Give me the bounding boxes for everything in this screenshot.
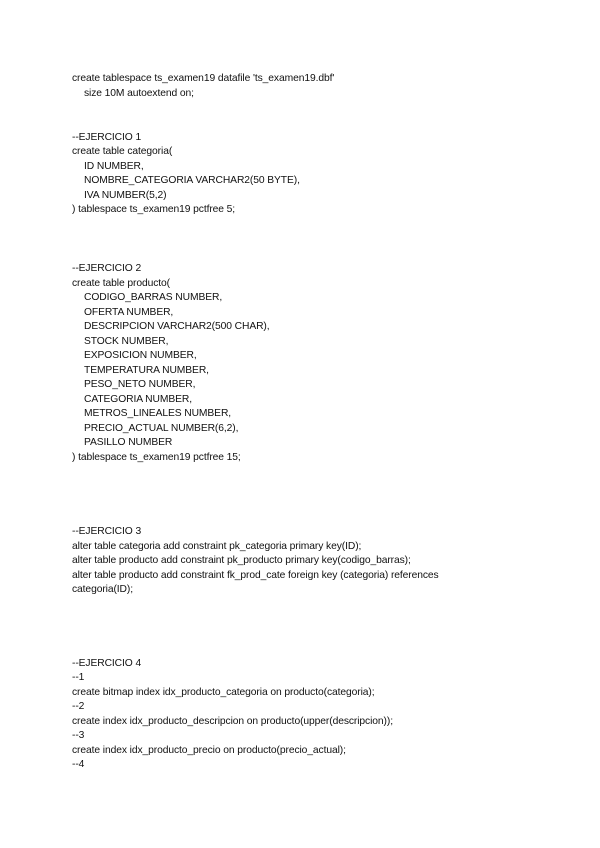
code-line: METROS_LINEALES NUMBER, <box>84 408 232 419</box>
code-comment: --EJERCICIO 2 <box>72 263 142 274</box>
code-line: create index idx_producto_descripcion on producto(upper(descripcion)); <box>72 716 393 727</box>
code-comment: --4 <box>72 759 85 770</box>
code-line: create table producto( <box>72 278 170 289</box>
code-line: NOMBRE_CATEGORIA VARCHAR2(50 BYTE), <box>84 175 300 186</box>
code-line: DESCRIPCION VARCHAR2(500 CHAR), <box>84 321 270 332</box>
code-line: STOCK NUMBER, <box>84 336 169 347</box>
code-line: IVA NUMBER(5,2) <box>84 190 167 201</box>
code-line: categoria(ID); <box>72 584 133 595</box>
code-line: ) tablespace ts_examen19 pctfree 15; <box>72 452 241 463</box>
code-line: ) tablespace ts_examen19 pctfree 5; <box>72 204 236 215</box>
code-line: ID NUMBER, <box>84 161 144 172</box>
code-line: create table categoria( <box>72 146 173 157</box>
code-line: alter table categoria add constraint pk_categoria primary key(ID); <box>72 541 362 552</box>
code-line: create index idx_producto_precio on producto(precio_actual); <box>72 745 346 756</box>
code-line: CATEGORIA NUMBER, <box>84 394 192 405</box>
code-line: create bitmap index idx_producto_categoria on producto(categoria); <box>72 687 375 698</box>
code-line: PESO_NETO NUMBER, <box>84 379 196 390</box>
code-line: OFERTA NUMBER, <box>84 307 174 318</box>
code-line: size 10M autoextend on; <box>84 88 194 99</box>
code-line: EXPOSICION NUMBER, <box>84 350 197 361</box>
code-line: TEMPERATURA NUMBER, <box>84 365 209 376</box>
code-line: alter table producto add constraint fk_prod_cate foreign key (categoria) references <box>72 570 439 581</box>
code-comment: --EJERCICIO 3 <box>72 526 142 537</box>
code-line: PRECIO_ACTUAL NUMBER(6,2), <box>84 423 239 434</box>
code-comment: --1 <box>72 672 85 683</box>
code-comment: --EJERCICIO 1 <box>72 132 142 143</box>
code-comment: --3 <box>72 730 85 741</box>
code-line: CODIGO_BARRAS NUMBER, <box>84 292 223 303</box>
code-comment: --2 <box>72 701 85 712</box>
code-line: PASILLO NUMBER <box>84 437 173 448</box>
code-line: alter table producto add constraint pk_producto primary key(codigo_barras); <box>72 555 411 566</box>
code-line: create tablespace ts_examen19 datafile 'ts_examen19.dbf' <box>72 73 335 84</box>
code-comment: --EJERCICIO 4 <box>72 658 142 669</box>
